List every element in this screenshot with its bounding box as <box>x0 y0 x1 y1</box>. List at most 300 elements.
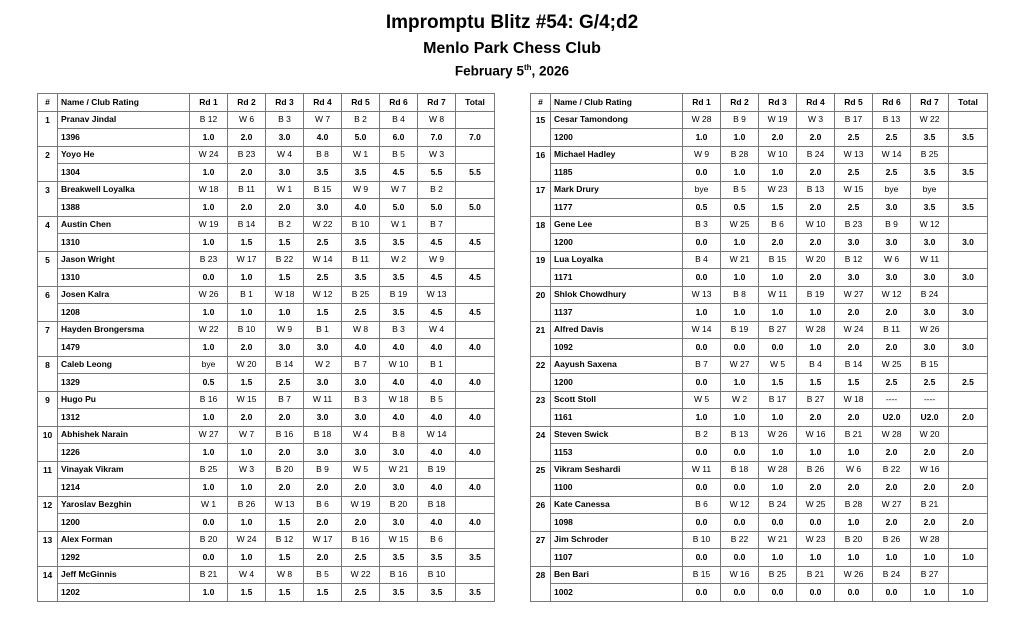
round-score: 2.5 <box>304 234 342 252</box>
round-pairing: B 3 <box>683 216 721 234</box>
round-score: 1.5 <box>266 234 304 252</box>
round-pairing: B 10 <box>228 321 266 339</box>
column-header: Rd 4 <box>797 94 835 112</box>
round-score: 4.0 <box>380 339 418 357</box>
player-number: 25 <box>531 461 551 479</box>
player-name: Lua Loyalka <box>551 251 683 269</box>
round-score: 7.0 <box>418 129 456 147</box>
round-pairing: B 27 <box>911 566 949 584</box>
round-pairing: B 10 <box>342 216 380 234</box>
player-number: 4 <box>38 216 58 234</box>
round-pairing: B 13 <box>721 426 759 444</box>
round-score: 4.0 <box>418 374 456 392</box>
round-score: 2.0 <box>228 129 266 147</box>
player-number: 14 <box>38 566 58 584</box>
player-rating: 1002 <box>551 584 683 602</box>
header-row <box>531 94 988 112</box>
player-rating: 1202 <box>58 584 190 602</box>
round-pairing: B 16 <box>342 531 380 549</box>
round-pairing: B 15 <box>304 181 342 199</box>
round-pairing: W 3 <box>418 146 456 164</box>
round-pairing: W 22 <box>911 111 949 129</box>
round-score: 1.5 <box>266 584 304 602</box>
round-pairing: B 14 <box>228 216 266 234</box>
round-score: 1.5 <box>266 549 304 567</box>
round-score: 1.0 <box>759 269 797 287</box>
round-score: 1.0 <box>759 304 797 322</box>
player-number-cell <box>531 234 551 252</box>
player-score-row <box>38 584 495 602</box>
round-score: 3.0 <box>342 374 380 392</box>
round-pairing: B 2 <box>683 426 721 444</box>
round-score: 2.0 <box>266 199 304 217</box>
player-total: 3.5 <box>949 129 988 147</box>
round-score: 3.0 <box>911 269 949 287</box>
round-score: 4.0 <box>418 339 456 357</box>
total-cell-empty <box>456 356 495 374</box>
round-score: 2.0 <box>266 444 304 462</box>
round-score: 3.0 <box>911 304 949 322</box>
player-rating: 1137 <box>551 304 683 322</box>
round-pairing: B 27 <box>797 391 835 409</box>
round-pairing: W 18 <box>835 391 873 409</box>
round-pairing: B 23 <box>835 216 873 234</box>
round-pairing: B 1 <box>418 356 456 374</box>
player-name: Steven Swick <box>551 426 683 444</box>
round-pairing: B 9 <box>304 461 342 479</box>
player-row <box>38 146 495 164</box>
round-pairing: W 25 <box>797 496 835 514</box>
total-cell-empty <box>949 531 988 549</box>
player-number-cell <box>531 304 551 322</box>
player-name: Jeff McGinnis <box>58 566 190 584</box>
round-score: 3.5 <box>380 584 418 602</box>
round-pairing: B 18 <box>721 461 759 479</box>
round-pairing: B 20 <box>835 531 873 549</box>
player-number: 11 <box>38 461 58 479</box>
total-cell-empty <box>456 426 495 444</box>
round-pairing: B 11 <box>342 251 380 269</box>
player-name: Abhishek Narain <box>58 426 190 444</box>
round-score: 5.0 <box>342 129 380 147</box>
player-number-cell <box>531 479 551 497</box>
round-pairing: W 16 <box>797 426 835 444</box>
round-pairing: W 16 <box>911 461 949 479</box>
round-score: 1.5 <box>228 234 266 252</box>
round-score: 2.0 <box>873 444 911 462</box>
round-score: 2.5 <box>342 304 380 322</box>
player-row <box>38 356 495 374</box>
player-score-row <box>531 549 988 567</box>
round-score: 2.5 <box>873 374 911 392</box>
round-pairing: W 2 <box>721 391 759 409</box>
round-pairing: W 28 <box>797 321 835 339</box>
round-pairing: W 18 <box>380 391 418 409</box>
player-row <box>38 111 495 129</box>
round-pairing: B 23 <box>228 146 266 164</box>
round-score: 2.0 <box>304 549 342 567</box>
round-score: 3.0 <box>380 514 418 532</box>
event-date <box>0 63 1024 79</box>
player-rating: 1396 <box>58 129 190 147</box>
round-pairing: B 22 <box>266 251 304 269</box>
round-pairing: W 11 <box>759 286 797 304</box>
player-number: 5 <box>38 251 58 269</box>
round-pairing: W 28 <box>683 111 721 129</box>
total-cell-empty <box>456 496 495 514</box>
player-total: 4.0 <box>456 479 495 497</box>
round-score: 5.0 <box>380 199 418 217</box>
round-score: 3.5 <box>380 549 418 567</box>
round-score: 4.0 <box>418 444 456 462</box>
round-pairing: W 26 <box>190 286 228 304</box>
round-score: 2.0 <box>228 339 266 357</box>
round-pairing: W 7 <box>228 426 266 444</box>
total-cell-empty <box>456 566 495 584</box>
round-score: 1.0 <box>797 339 835 357</box>
column-header: Rd 1 <box>190 94 228 112</box>
player-name: Yaroslav Bezghin <box>58 496 190 514</box>
player-total: 4.0 <box>456 374 495 392</box>
round-pairing: W 27 <box>190 426 228 444</box>
player-name: Vinayak Vikram <box>58 461 190 479</box>
round-pairing: W 10 <box>380 356 418 374</box>
round-pairing: W 15 <box>380 531 418 549</box>
player-row <box>531 251 988 269</box>
round-pairing: B 14 <box>266 356 304 374</box>
round-pairing: W 26 <box>835 566 873 584</box>
player-total: 5.5 <box>456 164 495 182</box>
round-pairing: W 22 <box>304 216 342 234</box>
round-pairing: W 13 <box>418 286 456 304</box>
round-pairing: W 2 <box>304 356 342 374</box>
player-row <box>38 566 495 584</box>
round-score: 0.5 <box>190 374 228 392</box>
round-pairing: B 20 <box>380 496 418 514</box>
round-score: 0.5 <box>683 199 721 217</box>
round-score: 1.0 <box>228 549 266 567</box>
round-score: 4.5 <box>418 269 456 287</box>
round-pairing: B 24 <box>759 496 797 514</box>
player-score-row <box>38 234 495 252</box>
round-pairing: W 9 <box>266 321 304 339</box>
round-pairing: B 19 <box>797 286 835 304</box>
round-score: 3.0 <box>304 199 342 217</box>
player-total: 3.0 <box>949 304 988 322</box>
player-total: 2.0 <box>949 409 988 427</box>
date-month: February 5 <box>454 63 524 79</box>
round-pairing: B 26 <box>228 496 266 514</box>
round-score: 1.5 <box>228 584 266 602</box>
column-header: Rd 2 <box>721 94 759 112</box>
round-score: 3.5 <box>418 584 456 602</box>
round-score: 0.0 <box>683 514 721 532</box>
round-score: 1.0 <box>190 444 228 462</box>
round-pairing: W 5 <box>759 356 797 374</box>
player-number: 18 <box>531 216 551 234</box>
player-total: 3.5 <box>949 164 988 182</box>
player-number-cell <box>38 129 58 147</box>
round-score: 1.0 <box>190 164 228 182</box>
player-row <box>531 111 988 129</box>
round-pairing: B 7 <box>418 216 456 234</box>
total-cell-empty <box>949 111 988 129</box>
total-cell-empty <box>949 251 988 269</box>
round-score: 4.0 <box>418 479 456 497</box>
round-pairing: B 25 <box>342 286 380 304</box>
round-pairing: W 20 <box>228 356 266 374</box>
round-pairing: B 19 <box>380 286 418 304</box>
round-score: 0.0 <box>873 584 911 602</box>
player-total: 3.5 <box>949 199 988 217</box>
column-header: Rd 7 <box>418 94 456 112</box>
player-row <box>531 531 988 549</box>
round-score: 1.0 <box>721 129 759 147</box>
round-pairing: W 17 <box>228 251 266 269</box>
round-score: 2.0 <box>873 479 911 497</box>
round-pairing: B 7 <box>342 356 380 374</box>
round-score: 0.0 <box>683 549 721 567</box>
player-name: Kate Canessa <box>551 496 683 514</box>
round-score: 4.0 <box>418 514 456 532</box>
player-name: Breakwell Loyalka <box>58 181 190 199</box>
round-pairing: W 16 <box>721 566 759 584</box>
player-row <box>531 566 988 584</box>
round-pairing: B 1 <box>228 286 266 304</box>
player-name: Pranav Jindal <box>58 111 190 129</box>
round-pairing: B 17 <box>759 391 797 409</box>
player-score-row <box>38 514 495 532</box>
round-score: 2.0 <box>835 339 873 357</box>
header-row <box>38 94 495 112</box>
round-score: 3.0 <box>266 339 304 357</box>
round-score: 1.5 <box>759 374 797 392</box>
player-rating: 1292 <box>58 549 190 567</box>
player-number: 19 <box>531 251 551 269</box>
player-number-cell <box>531 129 551 147</box>
round-pairing: B 2 <box>342 111 380 129</box>
round-score: 0.0 <box>721 479 759 497</box>
round-pairing: B 8 <box>304 146 342 164</box>
round-score: 1.0 <box>721 164 759 182</box>
player-rating: 1310 <box>58 269 190 287</box>
round-pairing: B 8 <box>721 286 759 304</box>
total-cell-empty <box>456 531 495 549</box>
round-score: 3.5 <box>380 304 418 322</box>
round-score: 1.0 <box>228 304 266 322</box>
player-number-cell <box>531 374 551 392</box>
player-score-row <box>531 304 988 322</box>
round-pairing: W 13 <box>835 146 873 164</box>
total-cell-empty <box>949 496 988 514</box>
round-pairing: B 25 <box>190 461 228 479</box>
round-pairing: B 4 <box>683 251 721 269</box>
player-number-cell <box>38 199 58 217</box>
round-score: 4.5 <box>380 164 418 182</box>
round-score: 1.5 <box>304 304 342 322</box>
total-cell-empty <box>949 426 988 444</box>
round-score: 2.5 <box>304 269 342 287</box>
column-header: Rd 7 <box>911 94 949 112</box>
player-row <box>38 461 495 479</box>
round-pairing: B 21 <box>797 566 835 584</box>
round-pairing: W 22 <box>342 566 380 584</box>
round-score: 1.5 <box>266 269 304 287</box>
round-score: 5.5 <box>418 164 456 182</box>
round-pairing: W 21 <box>759 531 797 549</box>
round-pairing: W 20 <box>911 426 949 444</box>
round-pairing: W 26 <box>911 321 949 339</box>
player-number: 13 <box>38 531 58 549</box>
round-pairing: W 9 <box>342 181 380 199</box>
round-pairing: W 3 <box>228 461 266 479</box>
total-cell-empty <box>456 461 495 479</box>
player-row <box>38 531 495 549</box>
round-score: 2.0 <box>228 199 266 217</box>
round-score: 1.0 <box>190 339 228 357</box>
player-score-row <box>38 304 495 322</box>
round-pairing: W 10 <box>759 146 797 164</box>
player-number-cell <box>38 234 58 252</box>
player-number-cell <box>531 549 551 567</box>
round-pairing: W 4 <box>342 426 380 444</box>
round-score: 1.0 <box>190 304 228 322</box>
player-score-row <box>531 479 988 497</box>
player-row <box>531 426 988 444</box>
round-pairing: B 5 <box>304 566 342 584</box>
player-number: 22 <box>531 356 551 374</box>
round-score: 3.0 <box>873 269 911 287</box>
tournament-title: Impromptu Blitz #54: G/4;d2 <box>385 12 639 33</box>
player-number: 28 <box>531 566 551 584</box>
round-pairing: B 18 <box>418 496 456 514</box>
round-pairing: B 2 <box>266 216 304 234</box>
round-pairing: W 1 <box>190 496 228 514</box>
player-total: 3.5 <box>456 549 495 567</box>
round-pairing: B 15 <box>911 356 949 374</box>
player-score-row <box>38 479 495 497</box>
player-score-row <box>38 164 495 182</box>
round-score: 3.5 <box>911 164 949 182</box>
round-score: 1.0 <box>683 129 721 147</box>
round-pairing: B 17 <box>835 111 873 129</box>
round-pairing: W 2 <box>380 251 418 269</box>
round-score: 0.0 <box>683 444 721 462</box>
round-score: 3.5 <box>418 549 456 567</box>
player-score-row <box>531 199 988 217</box>
total-cell-empty <box>949 321 988 339</box>
player-number: 8 <box>38 356 58 374</box>
total-cell-empty <box>949 146 988 164</box>
round-pairing: B 19 <box>721 321 759 339</box>
total-cell-empty <box>949 391 988 409</box>
round-score: 1.0 <box>683 409 721 427</box>
round-score: 3.0 <box>911 339 949 357</box>
round-pairing: W 12 <box>911 216 949 234</box>
round-score: 3.5 <box>911 129 949 147</box>
player-score-row <box>531 164 988 182</box>
player-number-cell <box>38 549 58 567</box>
round-pairing: W 9 <box>683 146 721 164</box>
round-score: 1.0 <box>190 409 228 427</box>
player-rating: 1177 <box>551 199 683 217</box>
player-total: 2.0 <box>949 479 988 497</box>
player-total: 7.0 <box>456 129 495 147</box>
round-pairing: B 4 <box>797 356 835 374</box>
total-cell-empty <box>456 321 495 339</box>
round-pairing: W 19 <box>759 111 797 129</box>
round-score: 0.5 <box>721 199 759 217</box>
round-pairing: B 28 <box>835 496 873 514</box>
round-score: 4.0 <box>418 409 456 427</box>
player-rating: 1312 <box>58 409 190 427</box>
round-pairing: W 12 <box>304 286 342 304</box>
player-total: 2.0 <box>949 444 988 462</box>
round-score: 3.5 <box>304 164 342 182</box>
player-rating: 1310 <box>58 234 190 252</box>
round-pairing: W 18 <box>266 286 304 304</box>
round-score: 1.0 <box>835 549 873 567</box>
player-row <box>531 146 988 164</box>
round-score: 1.5 <box>835 374 873 392</box>
column-header: # <box>531 94 551 112</box>
player-number-cell <box>531 409 551 427</box>
player-number-cell <box>38 374 58 392</box>
round-pairing: W 4 <box>418 321 456 339</box>
player-number-cell <box>531 339 551 357</box>
round-pairing: W 12 <box>873 286 911 304</box>
player-score-row <box>531 234 988 252</box>
round-score: 1.0 <box>228 269 266 287</box>
round-score: 4.0 <box>304 129 342 147</box>
round-pairing: W 27 <box>721 356 759 374</box>
player-name: Shlok Chowdhury <box>551 286 683 304</box>
round-pairing: W 13 <box>683 286 721 304</box>
round-score: 2.5 <box>342 584 380 602</box>
player-rating: 1200 <box>551 374 683 392</box>
round-pairing: W 13 <box>266 496 304 514</box>
column-header: Rd 6 <box>873 94 911 112</box>
round-pairing: W 9 <box>418 251 456 269</box>
round-pairing: B 3 <box>380 321 418 339</box>
total-cell-empty <box>949 181 988 199</box>
round-pairing: B 13 <box>797 181 835 199</box>
round-score: 4.0 <box>342 199 380 217</box>
round-pairing: W 26 <box>759 426 797 444</box>
round-score: 0.0 <box>797 514 835 532</box>
round-score: 0.0 <box>683 234 721 252</box>
round-pairing: W 7 <box>380 181 418 199</box>
column-header: Rd 3 <box>759 94 797 112</box>
round-score: 0.0 <box>759 584 797 602</box>
round-pairing: B 24 <box>873 566 911 584</box>
player-row <box>38 391 495 409</box>
column-header: Rd 5 <box>342 94 380 112</box>
player-rating: 1171 <box>551 269 683 287</box>
player-number: 1 <box>38 111 58 129</box>
total-cell-empty <box>949 216 988 234</box>
round-score: 1.5 <box>266 514 304 532</box>
round-pairing: W 20 <box>797 251 835 269</box>
round-score: 2.0 <box>835 304 873 322</box>
round-score: 3.5 <box>342 234 380 252</box>
player-number: 17 <box>531 181 551 199</box>
standings-table-right <box>530 93 988 602</box>
round-score: 5.0 <box>418 199 456 217</box>
round-pairing: B 9 <box>721 111 759 129</box>
club-name: Menlo Park Chess Club <box>423 40 601 57</box>
column-header: Total <box>949 94 988 112</box>
